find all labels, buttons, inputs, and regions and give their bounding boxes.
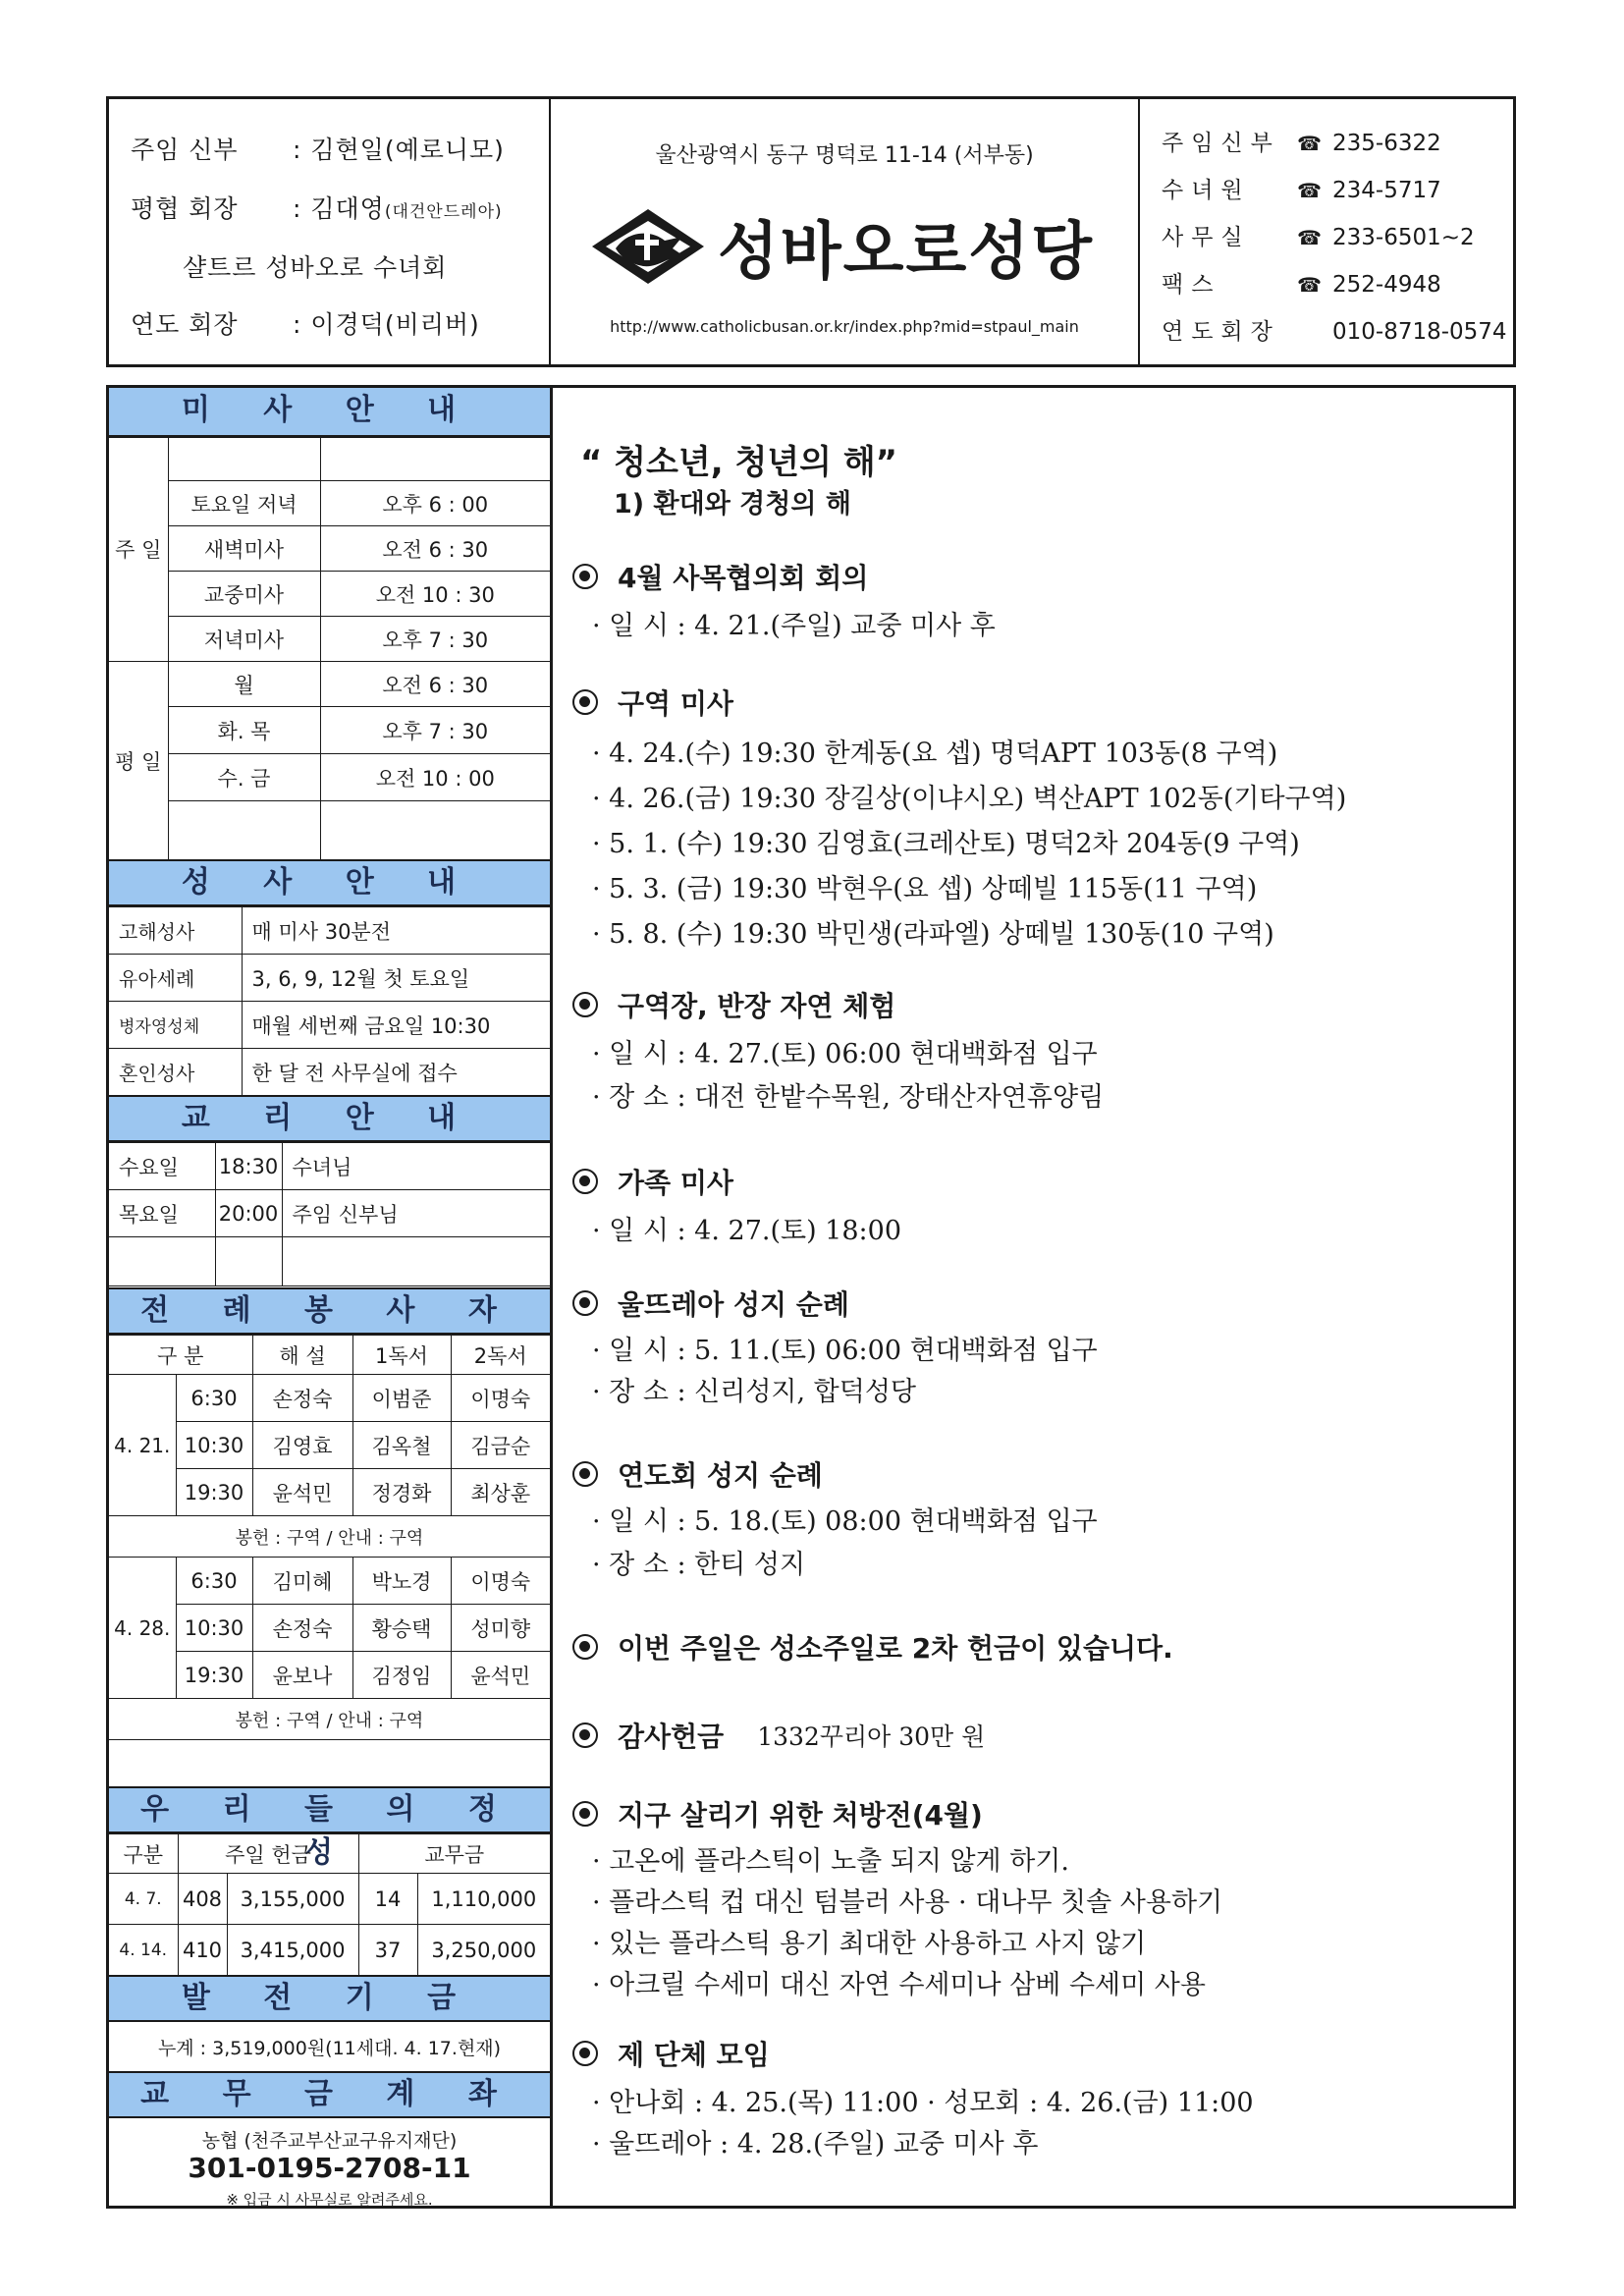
bullseye-icon: [572, 992, 598, 1017]
dove-cross-logo-icon: [590, 207, 706, 286]
section-heading: 이번 주일은 성소주일로 2차 헌금이 있습니다.: [572, 1627, 1173, 1667]
list-item: · 고온에 플라스틱이 노출 되지 않게 하기.: [592, 1846, 1069, 1877]
contact-row: 수녀원 ☎ 234-5717: [1162, 178, 1441, 203]
table-row: 화. 목 오후 7 : 30: [109, 707, 550, 754]
table-row: 봉헌 : 구역 / 안내 : 구역: [109, 1699, 550, 1740]
account-title: 교 무 금 계 좌: [109, 2071, 550, 2118]
list-item: · 있는 플라스틱 용기 최대한 사용하고 사지 않기: [592, 1929, 1147, 1959]
list-item: · 장 소 : 대전 한밭수목원, 장태산자연휴양림: [592, 1082, 1105, 1113]
bullseye-icon: [572, 1290, 598, 1316]
section-heading: 감사헌금 1332꾸리아 30만 원: [572, 1716, 985, 1755]
section-heading: 제 단체 모임: [572, 2034, 770, 2073]
contact-list: [1140, 99, 1513, 364]
list-item: · 일 시 : 4. 27.(토) 18:00: [592, 1216, 901, 1246]
bullseye-icon: [572, 564, 598, 589]
fund-title: 발 전 기 금: [109, 1975, 550, 2022]
bullseye-icon: [572, 1634, 598, 1660]
table-row: 4. 28. 6:30 김미혜 박노경 이명숙: [109, 1558, 550, 1605]
mass-table: [109, 437, 550, 862]
church-logo: [590, 207, 1094, 289]
staff-row: 평협 회장 : 김대영(대건안드레아): [131, 194, 503, 223]
list-item: · 일 시 : 4. 27.(토) 06:00 현대백화점 입구: [592, 1039, 1098, 1069]
phone-icon: ☎: [1297, 226, 1322, 249]
church-name: 성바오로성당: [718, 216, 1094, 289]
thanks-offering-amount: 1332꾸리아 30만 원: [757, 1722, 986, 1751]
liturgy-title: 전 례 봉 사 자: [109, 1287, 550, 1335]
table-row: 수. 금 오전 10 : 00: [109, 754, 550, 801]
mass-title: 미 사 안 내: [109, 388, 550, 437]
staff-row: 샬트르 성바오로 수녀회: [183, 253, 448, 282]
table-row: 평 일 월 오전 6 : 30: [109, 662, 550, 707]
table-row: 혼인성사 한 달 전 사무실에 접수: [109, 1049, 550, 1096]
table-row: 10:30 김영효 김옥철 김금순: [109, 1422, 550, 1469]
table-row: 4. 7. 408 3,155,000 14 1,110,000: [109, 1874, 550, 1925]
contact-row: 사무실 ☎ 233-6501~2: [1162, 225, 1475, 250]
bullseye-icon: [572, 1461, 598, 1487]
fund-total: 누계 : 3,519,000원(11세대. 4. 17.현재): [157, 2038, 502, 2059]
table-row: 19:30 윤보나 김정임 윤석민: [109, 1652, 550, 1699]
table-row: 19:30 윤석민 정경화 최상훈: [109, 1469, 550, 1516]
contact-row: 연도회장 010-8718-0574: [1162, 319, 1507, 345]
announcements: [553, 388, 1515, 2206]
header: [106, 96, 1516, 367]
list-item: · 4. 26.(금) 19:30 장길상(이냐시오) 벽산APT 102동(기타구역): [592, 784, 1347, 814]
theme-subtitle: 1) 환대와 경청의 해: [614, 489, 851, 519]
offering-title: 우 리 들 의 정 성: [109, 1786, 550, 1833]
table-row: 고해성사 매 미사 30분전: [109, 907, 550, 955]
table-row: 수요일 18:30 수녀님: [109, 1143, 550, 1190]
section-heading: 연도회 성지 순례: [572, 1454, 823, 1494]
list-item: · 안나회 : 4. 25.(목) 11:00 · 성모회 : 4. 26.(금) 11:00: [592, 2088, 1254, 2118]
table-row: 토요일 저녁 오후 6 : 00: [109, 481, 550, 526]
account-note: ※ 입금 시 사무실로 알려주세요.: [226, 2191, 433, 2209]
bullseye-icon: [572, 1722, 598, 1748]
section-heading: 구역장, 반장 자연 체험: [572, 985, 895, 1024]
list-item: · 일 시 : 4. 21.(주일) 교중 미사 후: [592, 611, 996, 641]
bulletin-page: [106, 96, 1516, 2209]
table-row: 저녁미사 오후 7 : 30: [109, 617, 550, 662]
weekday-label: 평 일: [109, 662, 168, 862]
bullseye-icon: [572, 689, 598, 715]
table-row: 교중미사 오전 10 : 30: [109, 572, 550, 617]
table-row: 유아세례 3, 6, 9, 12월 첫 토요일: [109, 955, 550, 1002]
list-item: · 장 소 : 신리성지, 합덕성당: [592, 1377, 916, 1407]
table-row: 병자영성체 매월 세번째 금요일 10:30: [109, 1002, 550, 1049]
main-area: [106, 385, 1516, 2209]
list-item: · 플라스틱 컵 대신 텀블러 사용 · 대나무 칫솔 사용하기: [592, 1887, 1223, 1918]
contact-row: 주임신부 ☎ 235-6322: [1162, 131, 1441, 156]
sacrament-table: [109, 906, 550, 1096]
church-title-block: [551, 99, 1140, 364]
table-row: 목요일 20:00 주임 신부님: [109, 1190, 550, 1237]
sidebar: [109, 388, 553, 2209]
list-item: · 5. 3. (금) 19:30 박현우(요 셉) 상떼빌 115동(11 구역): [592, 874, 1258, 904]
website-url: http://www.catholicbusan.or.kr/index.php?mid=stpaul_main: [610, 317, 1079, 336]
section-heading: 구역 미사: [572, 683, 733, 722]
phone-icon: ☎: [1297, 273, 1322, 297]
table-row: [109, 1237, 550, 1286]
contact-row: 팩스 ☎ 252-4948: [1162, 272, 1441, 298]
account-number: 301-0195-2708-11: [188, 2152, 471, 2184]
sacrament-title: 성 사 안 내: [109, 859, 550, 906]
list-item: · 5. 1. (수) 19:30 김영효(크레산토) 명덕2차 204동(9 구역): [592, 829, 1300, 859]
staff-row: 연도 회장 : 이경덕(비리버): [131, 310, 480, 339]
table-row: 4. 14. 410 3,415,000 37 3,250,000: [109, 1925, 550, 1976]
phone-icon: ☎: [1297, 179, 1322, 202]
table-row: 10:30 손정숙 황승택 성미향: [109, 1605, 550, 1652]
liturgy-table: [109, 1335, 550, 1740]
section-heading: 지구 살리기 위한 처방전(4월): [572, 1794, 983, 1833]
section-heading: 울뜨레아 성지 순례: [572, 1284, 849, 1323]
list-item: · 5. 8. (수) 19:30 박민생(라파엘) 상떼빌 130동(10 구역): [592, 919, 1274, 950]
bullseye-icon: [572, 2041, 598, 2066]
address: 울산광역시 동구 명덕로 11-14 (서부동): [655, 143, 1034, 168]
section-heading: 4월 사목협의회 회의: [572, 557, 868, 596]
bullseye-icon: [572, 1169, 598, 1194]
catechism-table: [109, 1142, 550, 1286]
table-row: 새벽미사 오전 6 : 30: [109, 526, 550, 572]
staff-row: 주임 신부 : 김현일(예로니모): [131, 136, 505, 164]
list-item: · 장 소 : 한티 성지: [592, 1550, 806, 1580]
list-item: · 일 시 : 5. 11.(토) 06:00 현대백화점 입구: [592, 1336, 1098, 1366]
list-item: · 일 시 : 5. 18.(토) 08:00 현대백화점 입구: [592, 1506, 1098, 1537]
table-row: 구분 주일 헌금 교무금: [109, 1834, 550, 1874]
table-row: 봉헌 : 구역 / 안내 : 구역: [109, 1516, 550, 1558]
table-row: 4. 21. 6:30 손정숙 이범준 이명숙: [109, 1375, 550, 1422]
theme-title: “ 청소년, 청년의 해”: [580, 443, 898, 482]
phone-icon: ☎: [1297, 132, 1322, 155]
sunday-label: 주 일: [109, 438, 168, 662]
staff-info: [109, 99, 551, 364]
offering-table: [109, 1833, 550, 1976]
section-heading: 가족 미사: [572, 1162, 733, 1201]
list-item: · 4. 24.(수) 19:30 한계동(요 셉) 명덕APT 103동(8 구역): [592, 738, 1278, 769]
catechism-title: 교 리 안 내: [109, 1095, 550, 1142]
table-row: 구 분 해 설 1독서 2독서: [109, 1336, 550, 1375]
bank-name: 농협 (천주교부산교구유지재단): [201, 2130, 458, 2152]
bullseye-icon: [572, 1801, 598, 1827]
list-item: · 울뜨레아 : 4. 28.(주일) 교중 미사 후: [592, 2129, 1039, 2159]
list-item: · 아크릴 수세미 대신 자연 수세미나 삼베 수세미 사용: [592, 1970, 1206, 2000]
